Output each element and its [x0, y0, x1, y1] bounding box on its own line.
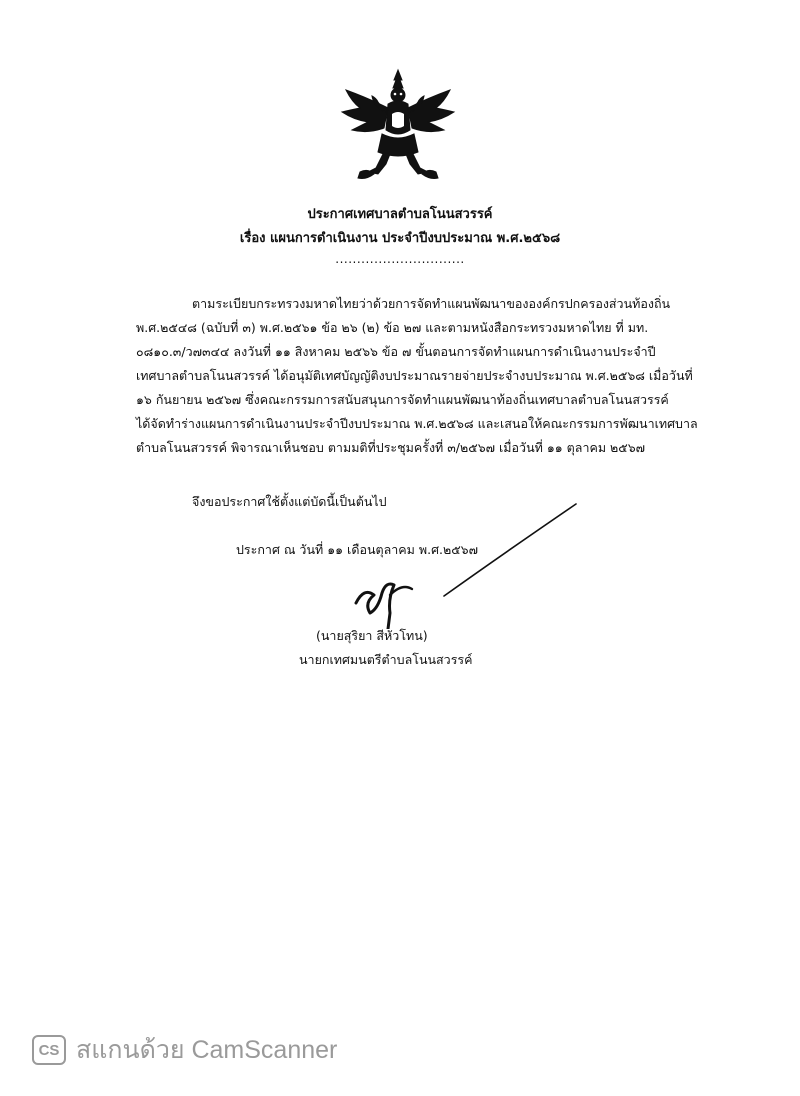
- watermark-text: สแกนด้วย CamScanner: [76, 1036, 338, 1064]
- body-line-1: ตามระเบียบกระทรวงมหาดไทยว่าด้วยการจัดทำแผนพัฒนาขององค์กรปกครองส่วนท้องถิ่น: [192, 296, 671, 311]
- pen-stroke: [440, 500, 580, 600]
- body-line-5: ๑๖ กันยายน ๒๕๖๗ ซึ่งคณะกรรมการสนับสนุนการจัดทำแผนพัฒนาท้องถิ่นเทศบาลตำบลโนนสวรรค์: [136, 392, 669, 407]
- announce-line: จึงขอประกาศใช้ตั้งแต่บัดนี้เป็นต้นไป: [192, 494, 387, 509]
- camscanner-logo-icon: CS: [32, 1035, 66, 1065]
- signature-mark: [350, 573, 420, 629]
- garuda-emblem-icon: [338, 68, 458, 183]
- body-line-2: พ.ศ.๒๕๔๘ (ฉบับที่ ๓) พ.ศ.๒๕๖๑ ข้อ ๒๖ (๒) ข้อ ๒๗ และตามหนังสือกระทรวงมหาดไทย ที่ มท.: [136, 320, 649, 335]
- body-line-6: ได้จัดทำร่างแผนการดำเนินงานประจำปีงบประมาณ พ.ศ.๒๕๖๘ และเสนอให้คณะกรรมการพัฒนาเทศบาล: [136, 416, 698, 431]
- title-separator: ..............................: [335, 252, 465, 266]
- signer-position: นายกเทศมนตรีตำบลโนนสวรรค์: [299, 652, 473, 667]
- camscanner-watermark: [32, 1034, 337, 1066]
- body-line-3: ๐๘๑๐.๓/ว๗๓๔๔ ลงวันที่ ๑๑ สิงหาคม ๒๕๖๖ ข้อ ๗ ขั้นตอนการจัดทำแผนการดำเนินงานประจำปี: [136, 344, 656, 359]
- body-line-7: ตำบลโนนสวรรค์ พิจารณาเห็นชอบ ตามมติที่ประชุมครั้งที่ ๓/๒๕๖๗ เมื่อวันที่ ๑๑ ตุลาคม ๒๕๖๗: [136, 440, 646, 455]
- document-title: ประกาศเทศบาลตำบลโนนสวรรค์: [307, 207, 493, 222]
- date-line: ประกาศ ณ วันที่ ๑๑ เดือนตุลาคม พ.ศ.๒๕๖๗: [236, 542, 479, 557]
- body-line-4: เทศบาลตำบลโนนสวรรค์ ได้อนุมัติเทศบัญญัติงบประมาณรายจ่ายประจำงบประมาณ พ.ศ.๒๕๖๘ เมื่อวันที่: [136, 368, 693, 383]
- document-subject: เรื่อง แผนการดำเนินงาน ประจำปีงบประมาณ พ.ศ.๒๕๖๘: [239, 231, 561, 246]
- signer-name: (นายสุริยา สีหัวโทน): [316, 628, 428, 643]
